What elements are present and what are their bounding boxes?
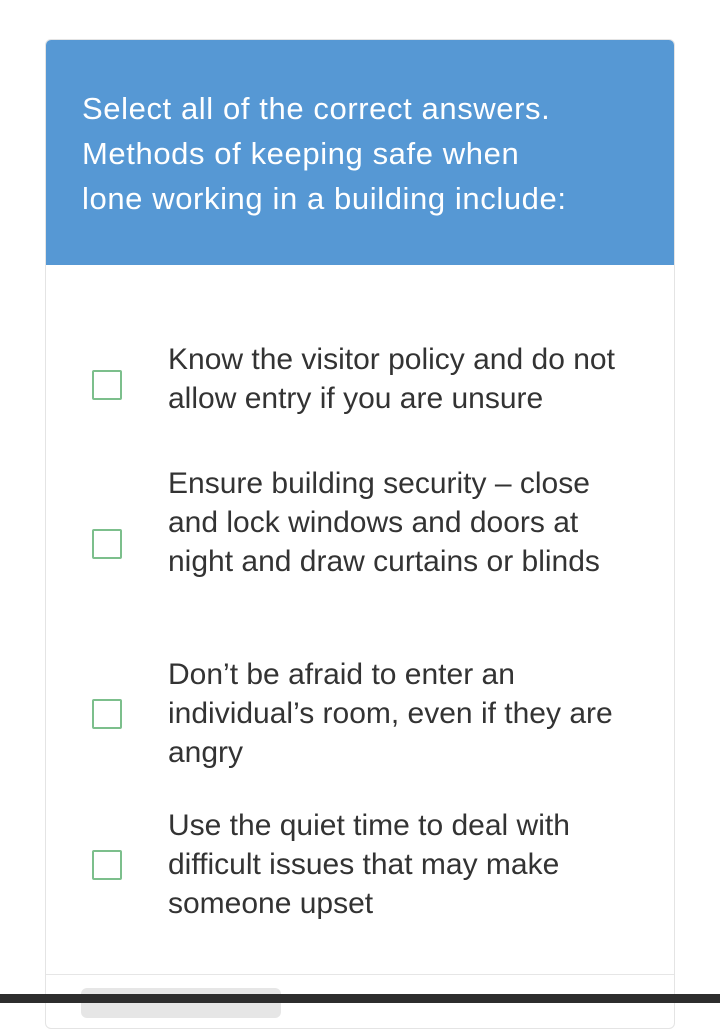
question-text-line-1: Methods of keeping safe when xyxy=(82,136,520,171)
answer-option-label: Don’t be afraid to enter an individual’s room, even if they are angry xyxy=(168,658,613,769)
checkbox-option-4[interactable] xyxy=(92,850,122,880)
bottom-bar xyxy=(0,994,720,1003)
answer-option-3[interactable] xyxy=(46,655,675,775)
answer-option-4[interactable] xyxy=(46,806,675,926)
card-footer-divider xyxy=(46,974,675,975)
submit-button[interactable] xyxy=(81,988,281,1018)
checkbox-option-3[interactable] xyxy=(92,699,122,729)
question-instruction: Select all of the correct answers. xyxy=(82,91,551,126)
answer-option-label: Ensure building security – close and lock windows and doors at night and draw curtains or blinds xyxy=(168,467,600,578)
question-header xyxy=(46,40,674,265)
answer-option-label: Use the quiet time to deal with difficult issues that may make someone upset xyxy=(168,809,570,920)
checkbox-option-1[interactable] xyxy=(92,370,122,400)
question-text-line-2: lone working in a building include: xyxy=(82,181,567,216)
checkbox-option-2[interactable] xyxy=(92,529,122,559)
question-card xyxy=(45,39,675,1029)
answer-option-1[interactable] xyxy=(46,315,675,435)
answer-option-2[interactable] xyxy=(46,464,675,624)
answer-option-label: Know the visitor policy and do not allow entry if you are unsure xyxy=(168,343,615,415)
